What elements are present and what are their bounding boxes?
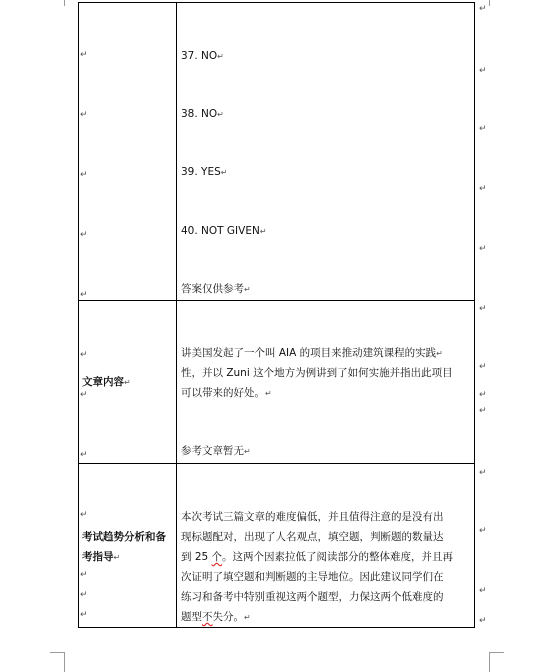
- paragraph-mark: ↵: [220, 168, 228, 177]
- paragraph-mark: ↵: [124, 378, 131, 387]
- row-divider-1: [78, 300, 475, 301]
- paragraph-mark: ↵: [479, 468, 487, 478]
- analysis-line-4: 次证明了填空题和判断题的主导地位。因此建议同学们在: [181, 571, 444, 583]
- paragraph-mark: ↵: [479, 304, 487, 314]
- article-reference: 参考文章暂无↵: [181, 445, 251, 457]
- paragraph-mark: ↵: [479, 4, 487, 14]
- paragraph-mark: ↵: [479, 184, 487, 194]
- column-divider: [176, 2, 177, 628]
- paragraph-mark: ↵: [80, 510, 88, 520]
- paragraph-mark: ↵: [80, 110, 88, 120]
- paragraph-mark: ↵: [244, 447, 251, 456]
- paragraph-mark: ↵: [265, 389, 272, 398]
- crop-mark-bottom-right-v: [489, 652, 490, 672]
- row-divider-2: [78, 463, 475, 464]
- analysis-line-3: 到 25 个。这两个因素拉低了阅读部分的整体难度，并且再: [181, 551, 454, 563]
- paragraph-mark: ↵: [479, 124, 487, 134]
- analysis-line-1: 本次考试三篇文章的难度偏低，并且值得注意的是没有出: [181, 511, 444, 523]
- answers-disclaimer: 答案仅供参考↵: [181, 283, 251, 295]
- paragraph-mark: ↵: [479, 390, 487, 400]
- answer-38: 38. NO↵: [181, 108, 224, 120]
- analysis-heading-line-1: 考试趋势分析和备: [82, 531, 166, 543]
- paragraph-mark: ↵: [80, 50, 88, 60]
- paragraph-mark: ↵: [80, 290, 88, 300]
- spellcheck-flagged-word: 个: [211, 551, 223, 563]
- paragraph-mark: ↵: [217, 52, 224, 61]
- article-summary-line-3: 可以带来的好处。↵: [181, 387, 272, 399]
- analysis-line-6: 题型不失分。↵: [181, 611, 251, 623]
- paragraph-mark: ↵: [80, 570, 88, 580]
- paragraph-mark: ↵: [80, 610, 88, 620]
- paragraph-mark: ↵: [479, 66, 487, 76]
- paragraph-mark: ↵: [80, 390, 88, 400]
- article-summary-line-1: 讲美国发起了一个叫 AIA 的项目来推动建筑课程的实践↵: [181, 347, 443, 359]
- paragraph-mark: ↵: [479, 526, 487, 536]
- paragraph-mark: ↵: [80, 590, 88, 600]
- paragraph-mark: ↵: [479, 616, 487, 626]
- spellcheck-flagged-word: 不: [202, 611, 213, 623]
- paragraph-mark: ↵: [80, 350, 88, 360]
- paragraph-mark: ↵: [80, 230, 88, 240]
- paragraph-mark: ↵: [244, 613, 251, 622]
- crop-mark-bottom-left-h: [50, 652, 65, 653]
- article-heading: 文章内容↵: [82, 376, 131, 388]
- analysis-line-2: 现标题配对，出现了人名观点，填空题，判断题的数量达: [181, 531, 444, 543]
- paragraph-mark: ↵: [259, 227, 267, 236]
- answer-37: 37. NO↵: [181, 50, 224, 62]
- paragraph-mark: ↵: [217, 110, 224, 119]
- paragraph-mark: ↵: [479, 362, 487, 372]
- crop-mark-bottom-right-h: [489, 652, 504, 653]
- paragraph-mark: ↵: [479, 586, 487, 596]
- crop-mark-top-right-v: [489, 0, 490, 6]
- article-summary-line-2: 性，并以 Zuni 这个地方为例讲到了如何实施并指出此项目: [181, 367, 453, 379]
- crop-mark-top-left-v: [64, 0, 65, 6]
- paragraph-mark: ↵: [80, 170, 88, 180]
- analysis-heading-line-2: 考指导↵: [82, 551, 121, 563]
- paragraph-mark: ↵: [479, 244, 487, 254]
- paragraph-mark: ↵: [244, 285, 251, 294]
- paragraph-mark: ↵: [80, 450, 88, 460]
- answer-39: 39. YES↵: [181, 166, 228, 178]
- crop-mark-bottom-left-v: [64, 652, 65, 672]
- analysis-line-5: 练习和备考中特别重视这两个题型，力保这两个低难度的: [181, 591, 444, 603]
- answer-40: 40. NOT GIVEN↵: [181, 225, 267, 237]
- paragraph-mark: ↵: [479, 406, 487, 416]
- paragraph-mark: ↵: [436, 349, 443, 358]
- paragraph-mark: ↵: [113, 553, 121, 562]
